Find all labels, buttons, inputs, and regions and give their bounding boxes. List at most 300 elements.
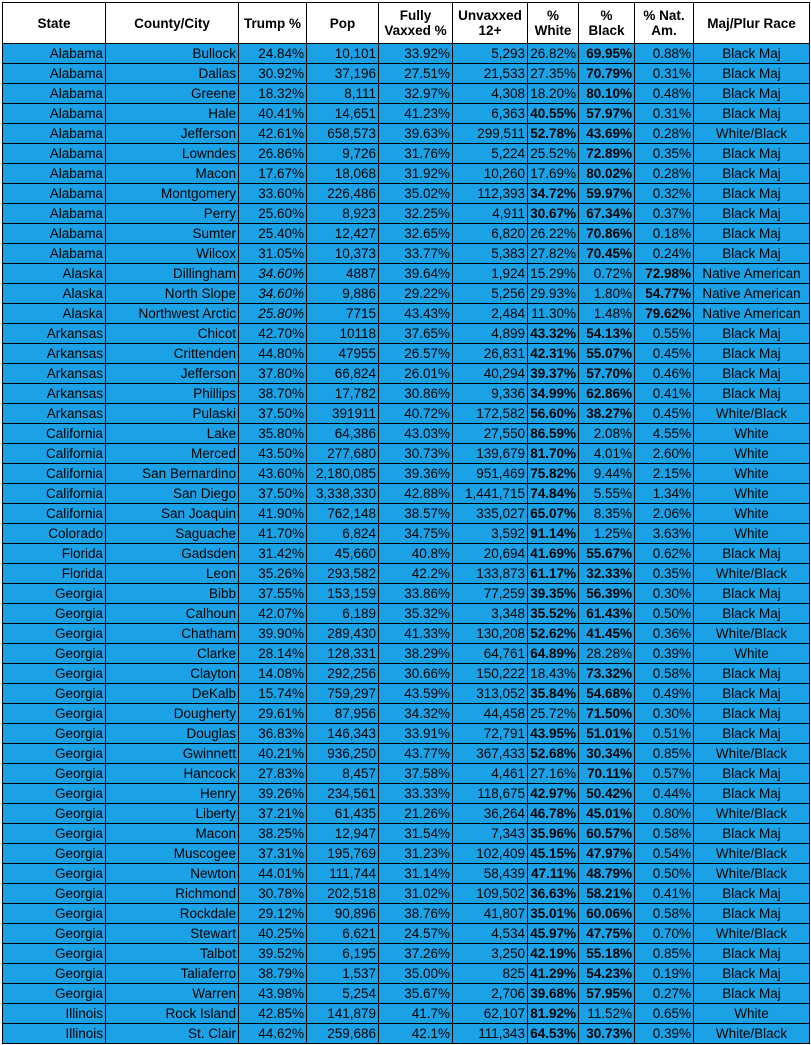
cell-state: Georgia [3, 704, 106, 724]
cell-pct-nat-am: 0.31% [635, 104, 694, 124]
cell-maj-plur-race: White/Black [694, 564, 810, 584]
cell-fully-vaxxed-pct: 35.67% [379, 984, 453, 1004]
cell-unvaxxed-12plus: 4,308 [453, 84, 528, 104]
cell-pct-white: 45.97% [528, 924, 579, 944]
cell-fully-vaxxed-pct: 33.33% [379, 784, 453, 804]
cell-unvaxxed-12plus: 299,511 [453, 124, 528, 144]
cell-pct-black: 9.44% [579, 464, 635, 484]
cell-county-city: Northwest Arctic [106, 304, 239, 324]
cell-county-city: Bibb [106, 584, 239, 604]
cell-maj-plur-race: Black Maj [694, 184, 810, 204]
cell-county-city: Gadsden [106, 544, 239, 564]
cell-pct-black: 4.01% [579, 444, 635, 464]
cell-pct-black: 8.35% [579, 504, 635, 524]
cell-pop: 153,159 [307, 584, 379, 604]
cell-fully-vaxxed-pct: 39.36% [379, 464, 453, 484]
cell-unvaxxed-12plus: 367,433 [453, 744, 528, 764]
cell-trump-pct: 37.31% [239, 844, 307, 864]
cell-fully-vaxxed-pct: 32.65% [379, 224, 453, 244]
cell-pct-black: 71.50% [579, 704, 635, 724]
cell-pop: 762,148 [307, 504, 379, 524]
cell-trump-pct: 25.40% [239, 224, 307, 244]
cell-county-city: Macon [106, 824, 239, 844]
table-row [3, 84, 810, 104]
cell-trump-pct: 17.67% [239, 164, 307, 184]
cell-county-city: Gwinnett [106, 744, 239, 764]
cell-maj-plur-race: Black Maj [694, 684, 810, 704]
cell-pop: 17,782 [307, 384, 379, 404]
cell-fully-vaxxed-pct: 38.57% [379, 504, 453, 524]
header-fully-vaxxed-pct: Fully Vaxxed % [379, 3, 453, 44]
cell-maj-plur-race: White [694, 424, 810, 444]
cell-state: Georgia [3, 804, 106, 824]
cell-unvaxxed-12plus: 4,461 [453, 764, 528, 784]
cell-pct-black: 60.06% [579, 904, 635, 924]
cell-pop: 8,111 [307, 84, 379, 104]
header-pct-nat-am: % Nat. Am. [635, 3, 694, 44]
cell-unvaxxed-12plus: 3,592 [453, 524, 528, 544]
cell-unvaxxed-12plus: 10,260 [453, 164, 528, 184]
cell-pct-white: 26.82% [528, 44, 579, 64]
cell-pct-black: 28.28% [579, 644, 635, 664]
cell-pct-nat-am: 0.85% [635, 744, 694, 764]
cell-fully-vaxxed-pct: 42.2% [379, 564, 453, 584]
table-row [3, 64, 810, 84]
cell-pop: 6,824 [307, 524, 379, 544]
cell-state: Illinois [3, 1024, 106, 1044]
cell-pct-white: 25.72% [528, 704, 579, 724]
cell-fully-vaxxed-pct: 26.01% [379, 364, 453, 384]
cell-pop: 293,582 [307, 564, 379, 584]
cell-pct-black: 70.79% [579, 64, 635, 84]
cell-state: Colorado [3, 524, 106, 544]
cell-fully-vaxxed-pct: 41.23% [379, 104, 453, 124]
cell-pct-black: 51.01% [579, 724, 635, 744]
cell-unvaxxed-12plus: 5,383 [453, 244, 528, 264]
cell-pct-nat-am: 0.28% [635, 124, 694, 144]
cell-fully-vaxxed-pct: 33.77% [379, 244, 453, 264]
cell-pop: 9,886 [307, 284, 379, 304]
cell-pct-white: 42.97% [528, 784, 579, 804]
cell-fully-vaxxed-pct: 31.02% [379, 884, 453, 904]
cell-state: Arkansas [3, 344, 106, 364]
cell-county-city: Dallas [106, 64, 239, 84]
cell-state: Arkansas [3, 364, 106, 384]
cell-pop: 292,256 [307, 664, 379, 684]
cell-fully-vaxxed-pct: 40.72% [379, 404, 453, 424]
cell-trump-pct: 14.08% [239, 664, 307, 684]
cell-pop: 658,573 [307, 124, 379, 144]
cell-pct-black: 57.70% [579, 364, 635, 384]
table-row [3, 544, 810, 564]
cell-pct-nat-am: 72.98% [635, 264, 694, 284]
table-row [3, 204, 810, 224]
cell-pct-black: 1.80% [579, 284, 635, 304]
cell-unvaxxed-12plus: 20,694 [453, 544, 528, 564]
header-state: State [3, 3, 106, 44]
header-row [3, 3, 810, 44]
cell-fully-vaxxed-pct: 41.33% [379, 624, 453, 644]
cell-unvaxxed-12plus: 21,533 [453, 64, 528, 84]
cell-state: Arkansas [3, 404, 106, 424]
cell-pct-black: 54.23% [579, 964, 635, 984]
cell-unvaxxed-12plus: 112,393 [453, 184, 528, 204]
cell-fully-vaxxed-pct: 31.92% [379, 164, 453, 184]
cell-unvaxxed-12plus: 36,264 [453, 804, 528, 824]
cell-pct-white: 34.99% [528, 384, 579, 404]
cell-state: Georgia [3, 964, 106, 984]
cell-fully-vaxxed-pct: 37.58% [379, 764, 453, 784]
cell-county-city: Henry [106, 784, 239, 804]
table-row [3, 184, 810, 204]
cell-state: Georgia [3, 644, 106, 664]
cell-fully-vaxxed-pct: 43.77% [379, 744, 453, 764]
header-pct-white: % White [528, 3, 579, 44]
cell-pct-black: 57.97% [579, 104, 635, 124]
cell-pct-black: 55.18% [579, 944, 635, 964]
cell-pop: 12,947 [307, 824, 379, 844]
cell-fully-vaxxed-pct: 38.29% [379, 644, 453, 664]
cell-pop: 90,896 [307, 904, 379, 924]
cell-pct-white: 39.37% [528, 364, 579, 384]
cell-fully-vaxxed-pct: 39.63% [379, 124, 453, 144]
cell-pop: 37,196 [307, 64, 379, 84]
cell-county-city: Sumter [106, 224, 239, 244]
cell-pct-nat-am: 0.18% [635, 224, 694, 244]
cell-maj-plur-race: White [694, 444, 810, 464]
cell-maj-plur-race: Black Maj [694, 584, 810, 604]
cell-maj-plur-race: Black Maj [694, 964, 810, 984]
cell-fully-vaxxed-pct: 29.22% [379, 284, 453, 304]
cell-fully-vaxxed-pct: 34.75% [379, 524, 453, 544]
cell-state: Alabama [3, 44, 106, 64]
cell-county-city: Liberty [106, 804, 239, 824]
cell-maj-plur-race: Black Maj [694, 724, 810, 744]
cell-county-city: St. Clair [106, 1024, 239, 1044]
table-row [3, 724, 810, 744]
cell-maj-plur-race: White [694, 644, 810, 664]
cell-pct-white: 75.82% [528, 464, 579, 484]
table-row [3, 504, 810, 524]
table-row [3, 124, 810, 144]
cell-fully-vaxxed-pct: 39.64% [379, 264, 453, 284]
cell-trump-pct: 24.84% [239, 44, 307, 64]
cell-pct-nat-am: 0.70% [635, 924, 694, 944]
cell-unvaxxed-12plus: 133,873 [453, 564, 528, 584]
cell-pop: 146,343 [307, 724, 379, 744]
cell-county-city: Jefferson [106, 364, 239, 384]
table-row [3, 824, 810, 844]
cell-pop: 128,331 [307, 644, 379, 664]
cell-county-city: San Diego [106, 484, 239, 504]
cell-county-city: Dillingham [106, 264, 239, 284]
cell-pct-white: 52.78% [528, 124, 579, 144]
cell-maj-plur-race: White/Black [694, 804, 810, 824]
cell-pop: 10118 [307, 324, 379, 344]
cell-trump-pct: 38.70% [239, 384, 307, 404]
cell-state: Georgia [3, 944, 106, 964]
cell-unvaxxed-12plus: 130,208 [453, 624, 528, 644]
table-row [3, 1024, 810, 1044]
cell-pct-black: 47.75% [579, 924, 635, 944]
cell-pct-white: 17.69% [528, 164, 579, 184]
cell-unvaxxed-12plus: 150,222 [453, 664, 528, 684]
cell-pct-black: 54.68% [579, 684, 635, 704]
cell-fully-vaxxed-pct: 31.54% [379, 824, 453, 844]
cell-pct-white: 35.01% [528, 904, 579, 924]
cell-pct-nat-am: 0.32% [635, 184, 694, 204]
cell-unvaxxed-12plus: 41,807 [453, 904, 528, 924]
cell-state: Alaska [3, 284, 106, 304]
cell-county-city: Calhoun [106, 604, 239, 624]
cell-pct-black: 61.43% [579, 604, 635, 624]
cell-fully-vaxxed-pct: 42.88% [379, 484, 453, 504]
cell-county-city: Clayton [106, 664, 239, 684]
cell-unvaxxed-12plus: 58,439 [453, 864, 528, 884]
cell-pct-nat-am: 0.50% [635, 604, 694, 624]
cell-pct-nat-am: 0.62% [635, 544, 694, 564]
cell-pct-white: 34.72% [528, 184, 579, 204]
table-row [3, 684, 810, 704]
cell-pop: 202,518 [307, 884, 379, 904]
cell-pct-nat-am: 0.24% [635, 244, 694, 264]
cell-pct-black: 55.07% [579, 344, 635, 364]
cell-fully-vaxxed-pct: 35.00% [379, 964, 453, 984]
header-pop: Pop [307, 3, 379, 44]
cell-pct-black: 43.69% [579, 124, 635, 144]
cell-pop: 5,254 [307, 984, 379, 1004]
cell-trump-pct: 35.80% [239, 424, 307, 444]
cell-state: Alabama [3, 204, 106, 224]
cell-unvaxxed-12plus: 109,502 [453, 884, 528, 904]
cell-pct-nat-am: 0.35% [635, 144, 694, 164]
cell-unvaxxed-12plus: 40,294 [453, 364, 528, 384]
cell-pct-black: 59.97% [579, 184, 635, 204]
cell-trump-pct: 35.26% [239, 564, 307, 584]
cell-pct-black: 70.45% [579, 244, 635, 264]
table-row [3, 444, 810, 464]
cell-pop: 289,430 [307, 624, 379, 644]
table-row [3, 384, 810, 404]
table-row [3, 784, 810, 804]
cell-unvaxxed-12plus: 118,675 [453, 784, 528, 804]
cell-state: Georgia [3, 744, 106, 764]
cell-pct-nat-am: 0.45% [635, 344, 694, 364]
table-row [3, 584, 810, 604]
cell-pct-nat-am: 0.44% [635, 784, 694, 804]
cell-trump-pct: 39.90% [239, 624, 307, 644]
cell-fully-vaxxed-pct: 30.86% [379, 384, 453, 404]
cell-pct-black: 60.57% [579, 824, 635, 844]
cell-pct-white: 27.16% [528, 764, 579, 784]
table-row [3, 464, 810, 484]
cell-pct-white: 43.95% [528, 724, 579, 744]
cell-state: Georgia [3, 624, 106, 644]
cell-fully-vaxxed-pct: 31.14% [379, 864, 453, 884]
cell-pop: 18,068 [307, 164, 379, 184]
cell-pct-nat-am: 0.39% [635, 644, 694, 664]
cell-maj-plur-race: Black Maj [694, 544, 810, 564]
header-county-city: County/City [106, 3, 239, 44]
table-row [3, 944, 810, 964]
cell-maj-plur-race: White/Black [694, 404, 810, 424]
cell-county-city: Jefferson [106, 124, 239, 144]
cell-maj-plur-race: Black Maj [694, 764, 810, 784]
cell-maj-plur-race: Native American [694, 264, 810, 284]
cell-county-city: Leon [106, 564, 239, 584]
cell-pct-white: 25.52% [528, 144, 579, 164]
cell-state: Georgia [3, 724, 106, 744]
table-row [3, 924, 810, 944]
cell-pct-nat-am: 2.06% [635, 504, 694, 524]
cell-pct-white: 42.31% [528, 344, 579, 364]
cell-pop: 226,486 [307, 184, 379, 204]
cell-pct-nat-am: 0.41% [635, 884, 694, 904]
cell-county-city: Merced [106, 444, 239, 464]
cell-pct-black: 45.01% [579, 804, 635, 824]
cell-pct-black: 30.73% [579, 1024, 635, 1044]
cell-unvaxxed-12plus: 5,293 [453, 44, 528, 64]
county-vaccination-table [2, 2, 810, 1044]
cell-county-city: Perry [106, 204, 239, 224]
cell-pct-nat-am: 0.41% [635, 384, 694, 404]
cell-state: Arkansas [3, 324, 106, 344]
cell-maj-plur-race: Native American [694, 284, 810, 304]
cell-pct-white: 91.14% [528, 524, 579, 544]
cell-state: California [3, 504, 106, 524]
cell-pct-nat-am: 0.58% [635, 824, 694, 844]
cell-county-city: Newton [106, 864, 239, 884]
cell-trump-pct: 25.60% [239, 204, 307, 224]
table-row [3, 104, 810, 124]
cell-state: Florida [3, 564, 106, 584]
header-maj-plur-race: Maj/Plur Race [694, 3, 810, 44]
cell-trump-pct: 43.60% [239, 464, 307, 484]
table-row [3, 664, 810, 684]
cell-county-city: Stewart [106, 924, 239, 944]
cell-fully-vaxxed-pct: 35.32% [379, 604, 453, 624]
cell-pct-nat-am: 0.28% [635, 164, 694, 184]
cell-pct-white: 41.69% [528, 544, 579, 564]
cell-pct-white: 36.63% [528, 884, 579, 904]
cell-trump-pct: 40.25% [239, 924, 307, 944]
cell-unvaxxed-12plus: 139,679 [453, 444, 528, 464]
cell-state: California [3, 464, 106, 484]
cell-pct-white: 18.20% [528, 84, 579, 104]
table-row [3, 904, 810, 924]
cell-county-city: Rockdale [106, 904, 239, 924]
cell-pop: 1,537 [307, 964, 379, 984]
header-unvaxxed-12plus: Unvaxxed 12+ [453, 3, 528, 44]
cell-pct-white: 86.59% [528, 424, 579, 444]
cell-pop: 759,297 [307, 684, 379, 704]
cell-fully-vaxxed-pct: 24.57% [379, 924, 453, 944]
cell-fully-vaxxed-pct: 21.26% [379, 804, 453, 824]
cell-county-city: Macon [106, 164, 239, 184]
cell-maj-plur-race: Black Maj [694, 44, 810, 64]
cell-trump-pct: 31.05% [239, 244, 307, 264]
cell-fully-vaxxed-pct: 33.86% [379, 584, 453, 604]
cell-trump-pct: 30.92% [239, 64, 307, 84]
table-row [3, 244, 810, 264]
cell-state: Alabama [3, 144, 106, 164]
cell-county-city: Pulaski [106, 404, 239, 424]
cell-state: Alabama [3, 124, 106, 144]
cell-pct-black: 50.42% [579, 784, 635, 804]
cell-pop: 234,561 [307, 784, 379, 804]
cell-pct-white: 11.30% [528, 304, 579, 324]
cell-pct-white: 29.93% [528, 284, 579, 304]
cell-pct-black: 70.11% [579, 764, 635, 784]
cell-maj-plur-race: Black Maj [694, 384, 810, 404]
cell-maj-plur-race: White [694, 524, 810, 544]
cell-county-city: Hancock [106, 764, 239, 784]
cell-pct-white: 15.29% [528, 264, 579, 284]
cell-state: Georgia [3, 924, 106, 944]
cell-pop: 195,769 [307, 844, 379, 864]
cell-pct-nat-am: 0.48% [635, 84, 694, 104]
cell-maj-plur-race: Black Maj [694, 224, 810, 244]
cell-pop: 66,824 [307, 364, 379, 384]
cell-trump-pct: 39.26% [239, 784, 307, 804]
cell-state: Alabama [3, 164, 106, 184]
cell-pop: 277,680 [307, 444, 379, 464]
cell-unvaxxed-12plus: 6,363 [453, 104, 528, 124]
cell-unvaxxed-12plus: 62,107 [453, 1004, 528, 1024]
cell-county-city: Chicot [106, 324, 239, 344]
cell-maj-plur-race: White [694, 484, 810, 504]
cell-maj-plur-race: White/Black [694, 624, 810, 644]
cell-pct-black: 55.67% [579, 544, 635, 564]
cell-pct-black: 1.25% [579, 524, 635, 544]
cell-fully-vaxxed-pct: 37.26% [379, 944, 453, 964]
table-row [3, 644, 810, 664]
cell-state: Alabama [3, 84, 106, 104]
table-row [3, 764, 810, 784]
cell-maj-plur-race: White [694, 504, 810, 524]
cell-fully-vaxxed-pct: 31.76% [379, 144, 453, 164]
cell-maj-plur-race: Black Maj [694, 604, 810, 624]
cell-pop: 8,457 [307, 764, 379, 784]
cell-trump-pct: 37.55% [239, 584, 307, 604]
cell-pct-white: 81.70% [528, 444, 579, 464]
cell-maj-plur-race: Black Maj [694, 704, 810, 724]
cell-unvaxxed-12plus: 825 [453, 964, 528, 984]
cell-pop: 141,879 [307, 1004, 379, 1024]
cell-pct-black: 2.08% [579, 424, 635, 444]
cell-maj-plur-race: Black Maj [694, 244, 810, 264]
cell-unvaxxed-12plus: 102,409 [453, 844, 528, 864]
cell-county-city: San Joaquin [106, 504, 239, 524]
cell-unvaxxed-12plus: 27,550 [453, 424, 528, 444]
cell-pop: 936,250 [307, 744, 379, 764]
cell-maj-plur-race: Native American [694, 304, 810, 324]
cell-fully-vaxxed-pct: 43.59% [379, 684, 453, 704]
cell-pct-nat-am: 0.88% [635, 44, 694, 64]
cell-maj-plur-race: White [694, 464, 810, 484]
cell-fully-vaxxed-pct: 31.23% [379, 844, 453, 864]
cell-county-city: DeKalb [106, 684, 239, 704]
cell-pct-nat-am: 1.34% [635, 484, 694, 504]
cell-state: Alabama [3, 64, 106, 84]
cell-unvaxxed-12plus: 26,831 [453, 344, 528, 364]
cell-trump-pct: 41.90% [239, 504, 307, 524]
cell-county-city: Douglas [106, 724, 239, 744]
cell-pct-black: 69.95% [579, 44, 635, 64]
cell-fully-vaxxed-pct: 32.25% [379, 204, 453, 224]
cell-pct-black: 62.86% [579, 384, 635, 404]
table-row [3, 984, 810, 1004]
